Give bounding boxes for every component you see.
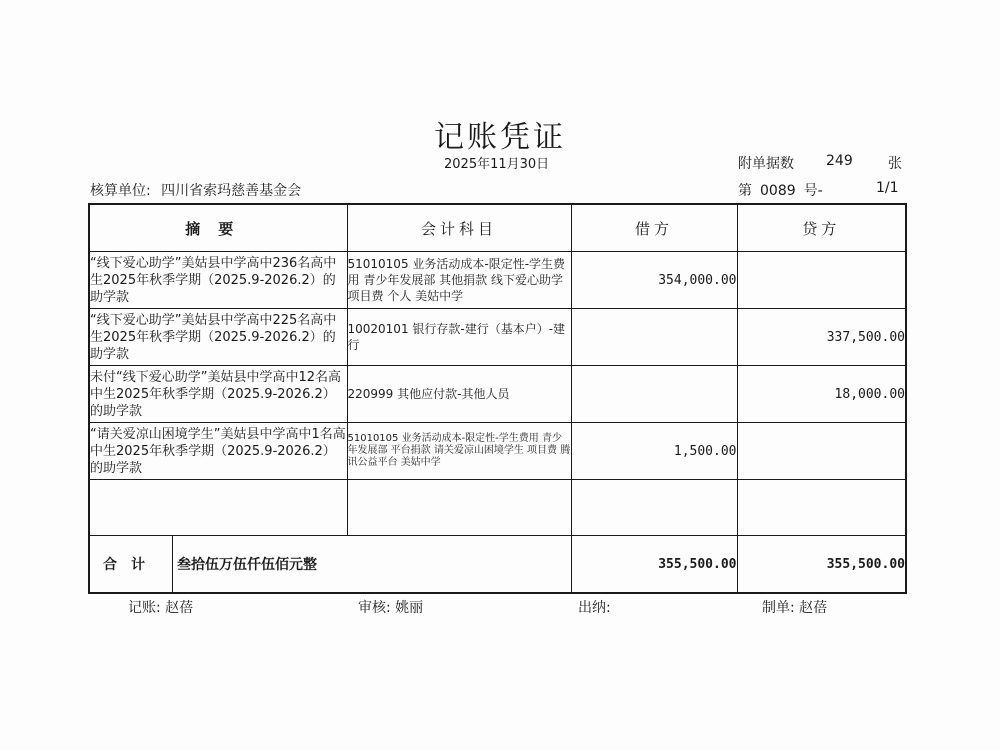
attachments-count: 249 <box>826 153 853 169</box>
row-summary: “线下爱心助学”美姑县中学高中225名高中生2025年秋季学期（2025.9-2026.2）的助学款 <box>89 309 347 366</box>
row-credit <box>737 252 906 309</box>
row-subject: 220999 其他应付款-其他人员 <box>347 366 571 423</box>
attachments-unit: 张 <box>888 156 902 172</box>
row-debit <box>571 366 737 423</box>
row-summary: “线下爱心助学”美姑县中学高中236名高中生2025年秋季学期（2025.9-2026.2）的助学款 <box>89 252 347 309</box>
row-credit <box>737 423 906 480</box>
row-credit: 337,500.00 <box>737 309 906 366</box>
blank-row <box>89 480 906 536</box>
voucher-hao: 号- <box>803 183 823 199</box>
row-debit <box>571 309 737 366</box>
total-credit: 355,500.00 <box>737 536 906 594</box>
header-debit: 借方 <box>571 204 737 252</box>
voucher-number-value: 0089 <box>760 183 796 199</box>
attachments-info <box>738 153 902 173</box>
row-subject: 10020101 银行存款-建行（基本户）-建行 <box>347 309 571 366</box>
voucher-date: 2025年11月30日 <box>444 157 550 172</box>
preparer <box>762 597 827 617</box>
total-row <box>89 536 906 594</box>
total-label: 合计 <box>90 536 173 592</box>
attachments-label: 附单据数 <box>738 156 794 172</box>
cashier <box>578 597 611 617</box>
accounting-unit-label: 核算单位: <box>90 183 151 199</box>
table-row <box>89 252 906 309</box>
header-summary: 摘要 <box>89 204 347 252</box>
accounting-unit <box>90 180 301 200</box>
row-debit: 354,000.00 <box>571 252 737 309</box>
auditor-name: 姚丽 <box>395 600 424 616</box>
header-subject: 会计科目 <box>347 204 571 252</box>
voucher-page-of: 1/1 <box>876 180 899 196</box>
row-summary: 未付“线下爱心助学”美姑县中学高中12名高中生2025年秋季学期（2025.9-2026.2）的助学款 <box>89 366 347 423</box>
row-credit: 18,000.00 <box>737 366 906 423</box>
voucher-di: 第 <box>738 183 752 199</box>
auditor <box>358 597 423 617</box>
bookkeeper-name: 赵蓓 <box>165 600 194 616</box>
accounting-unit-name: 四川省索玛慈善基金会 <box>161 183 302 199</box>
row-subject: 51010105 业务活动成本-限定性-学生费用 青少年发展部 平台捐款 请关爱凉山困境学生 项目费 腾讯公益平台 美姑中学 <box>347 423 571 480</box>
bookkeeper-label: 记账: <box>128 600 161 616</box>
voucher-table <box>88 203 907 594</box>
preparer-name: 赵蓓 <box>799 600 828 616</box>
row-summary: “请关爱凉山困境学生”美姑县中学高中1名高中生2025年秋季学期（2025.9-2026.2）的助学款 <box>89 423 347 480</box>
table-row <box>89 423 906 480</box>
bookkeeper <box>128 597 193 617</box>
voucher-title: 记账凭证 <box>434 120 566 155</box>
cashier-label: 出纳: <box>578 600 611 616</box>
row-debit: 1,500.00 <box>571 423 737 480</box>
table-row <box>89 366 906 423</box>
total-debit: 355,500.00 <box>571 536 737 594</box>
voucher-number <box>738 180 899 200</box>
table-row <box>89 309 906 366</box>
header-credit: 贷方 <box>737 204 906 252</box>
preparer-label: 制单: <box>762 600 795 616</box>
total-amount-words: 叁拾伍万伍仟伍佰元整 <box>177 557 317 573</box>
auditor-label: 审核: <box>358 600 391 616</box>
row-subject: 51010105 业务活动成本-限定性-学生费用 青少年发展部 其他捐款 线下爱心助学 项目费 个人 美姑中学 <box>347 252 571 309</box>
